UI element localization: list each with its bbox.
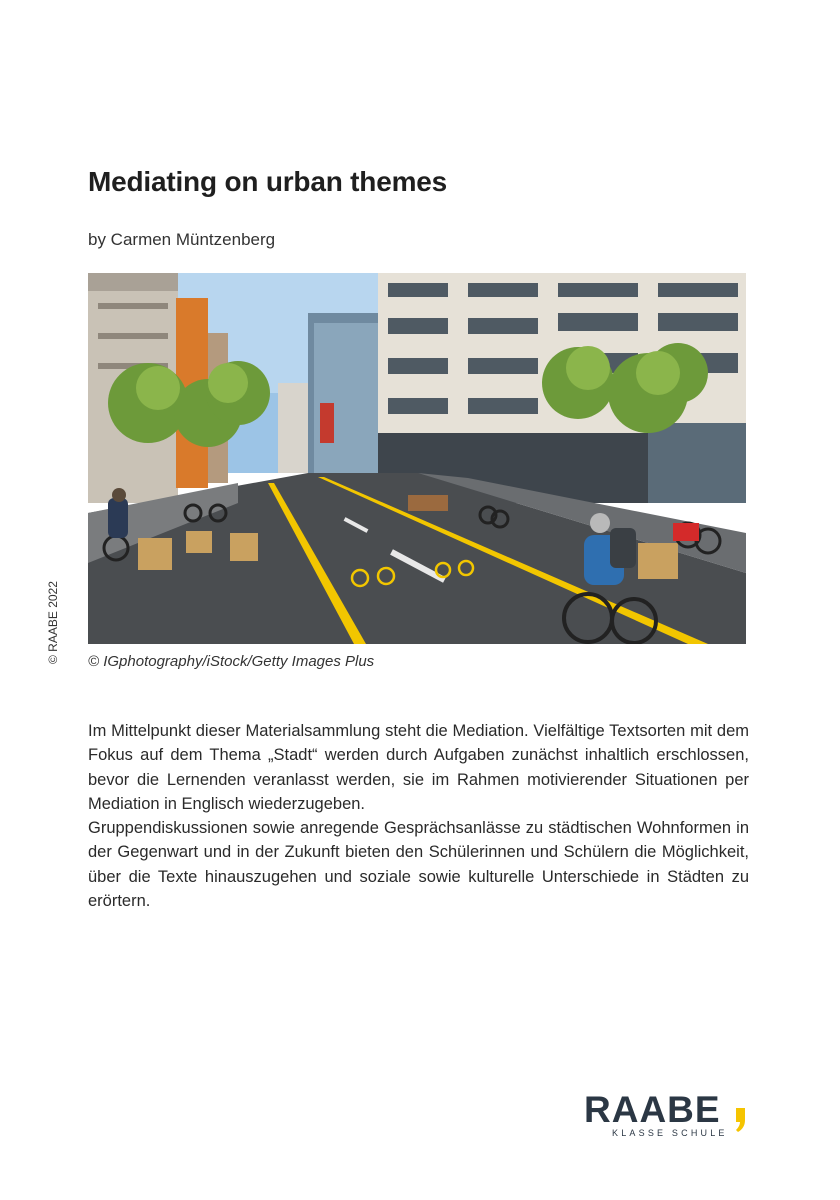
photo-caption: © IGphotography/iStock/Getty Images Plus <box>88 653 375 670</box>
logo-comma-icon <box>735 1108 746 1132</box>
raabe-logo <box>584 1090 754 1140</box>
intro-paragraph-1: Im Mittelpunkt dieser Materialsammlung steht die Mediation. Vielfältige Textsorten mit dem Fokus auf dem Thema „Stadt“ werden durch Aufgaben zunächst inhaltlich erschlossen, bevor die Lernenden veranlasst werden, sie im Rahmen motivierender Situationen per Mediation in Englisch wiederzugeben. <box>88 722 749 813</box>
street-photo <box>88 273 746 644</box>
intro-paragraph-2: Gruppendiskussionen sowie anregende Gesprächsanlässe zu städtischen Wohnformen in der Gegenwart und in der Zukunft bieten den Schülerinnen und Schülern die Möglichkeit, über die Texte hinauszugehen und soziale sowie kulturelle Unterschiede in Städten zu erörtern. <box>88 819 749 911</box>
logo-wordmark: RAABE <box>584 1089 721 1130</box>
copyright-sidebar: © RAABE 2022 <box>46 581 60 664</box>
logo-tagline: KLASSE SCHULE <box>612 1128 728 1138</box>
author-line: by Carmen Müntzenberg <box>88 230 276 249</box>
page-title: Mediating on urban themes <box>88 166 448 197</box>
intro-text <box>88 719 749 913</box>
